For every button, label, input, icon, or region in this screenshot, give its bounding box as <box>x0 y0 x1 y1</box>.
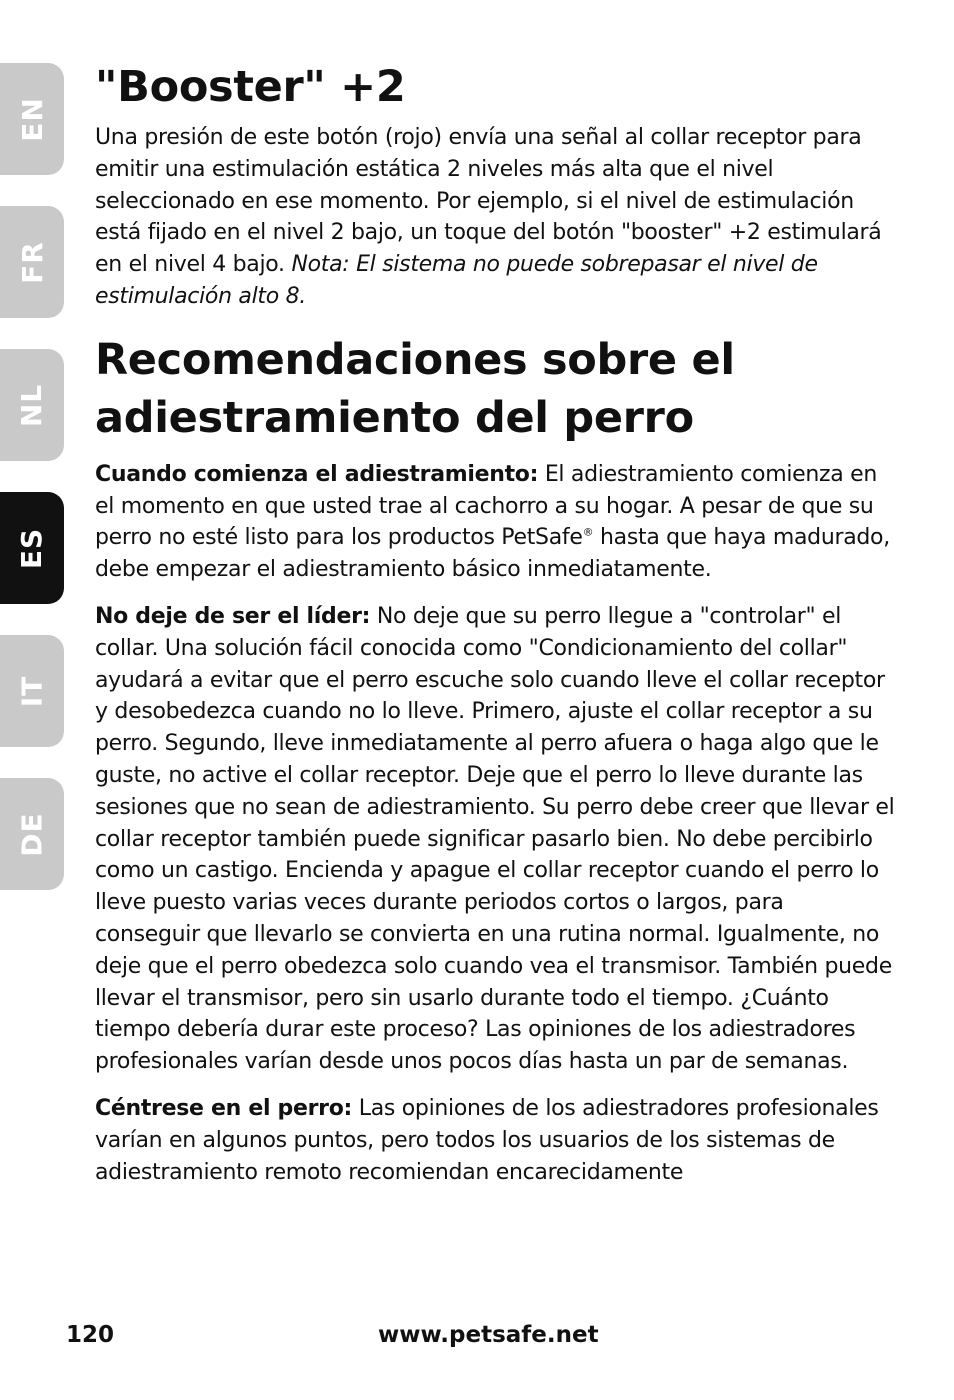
recommendations-heading-line1: Recomendaciones sobre el <box>95 334 735 385</box>
paragraph-leader-text: No deje que su perro llegue a "controlar" el collar. Una solución fácil conocida como "Condicionamiento del collar" ayudará a evitar que el perro escuche solo cuando lleve el collar receptor y desobedezca cuando no lo lleve. Primero, ajuste el collar receptor a su perro. Segundo, lleve inmediatamente al perro afuera o haga algo que le guste, no active el collar receptor. Deje que el perro lo lleve durante las sesiones que no sean de adiestramiento. Su perro debe creer que llevar el collar receptor también puede significar pasarlo bien. No debe percibirlo como un castigo. Encienda y apague el collar receptor cuando el perro lo lleve puesto varias veces durante periodos cortos o largos, para conseguir que llevarlo se convierta en una rutina normal. Igualmente, no deje que el perro obedezca solo cuando vea el transmisor. También puede llevar el transmisor, pero sin usarlo durante todo el tiempo. ¿Cuánto tiempo debería durar este proceso? Las opiniones de los adiestradores profesionales varían desde unos pocos días hasta un par de semanas. <box>95 603 895 1075</box>
tab-fr-label: FR <box>15 240 49 284</box>
paragraph-leader-lead: No deje de ser el líder: <box>95 603 371 629</box>
booster-heading: "Booster" +2 <box>95 62 406 112</box>
paragraph-training-start-text: El adiestramiento comienza en el momento en que usted trae al cachorro a su hogar. A pesar de que su perro no esté listo para los productos PetSafe <box>95 461 878 551</box>
paragraph-training-start-lead: Cuando comienza el adiestramiento: <box>95 461 539 487</box>
registered-mark: ® <box>582 526 594 540</box>
tab-de-label: DE <box>15 811 49 857</box>
recommendations-heading <box>95 331 895 447</box>
tab-es-active[interactable] <box>0 492 64 604</box>
tab-es-label: ES <box>15 527 49 569</box>
recommendations-heading-line2: adiestramiento del perro <box>95 392 694 443</box>
page-content <box>95 58 895 1188</box>
footer-url-link[interactable]: www.petsafe.net <box>378 1322 599 1348</box>
tab-en[interactable] <box>0 63 64 175</box>
page-number: 120 <box>66 1322 115 1348</box>
paragraph-training-start-text-after: hasta que haya madurado, debe empezar el adiestramiento básico inmediatamente. <box>95 525 890 583</box>
paragraph-focus-text: Las opiniones de los adiestradores profesionales varían en algunos puntos, pero todos los usuarios de los sistemas de adiestramiento remoto recomiendan encarecidamente <box>95 1095 879 1185</box>
tab-it[interactable] <box>0 635 64 747</box>
paragraph-focus <box>95 1093 895 1188</box>
tab-fr[interactable] <box>0 206 64 318</box>
tab-en-label: EN <box>15 96 49 142</box>
tab-nl-label: NL <box>15 383 49 427</box>
tab-de[interactable] <box>0 778 64 890</box>
paragraph-leader <box>95 601 895 1078</box>
booster-text: Una presión de este botón (rojo) envía una señal al collar receptor para emitir una estimulación estática 2 niveles más alta que el nivel seleccionado en ese momento. Por ejemplo, si el nivel de estimulación está fijado en el nivel 2 bajo, un toque del botón "booster" +2 estimulará en el nivel 4 bajo. <box>95 125 882 278</box>
paragraph-training-start <box>95 459 895 586</box>
page-footer <box>66 1322 886 1356</box>
paragraph-focus-lead: Céntrese en el perro: <box>95 1095 353 1121</box>
booster-note: Nota: El sistema no puede sobrepasar el nivel de estimulación alto 8. <box>95 252 818 309</box>
tab-it-label: IT <box>15 675 49 707</box>
booster-paragraph <box>95 122 895 313</box>
tab-nl[interactable] <box>0 349 64 461</box>
